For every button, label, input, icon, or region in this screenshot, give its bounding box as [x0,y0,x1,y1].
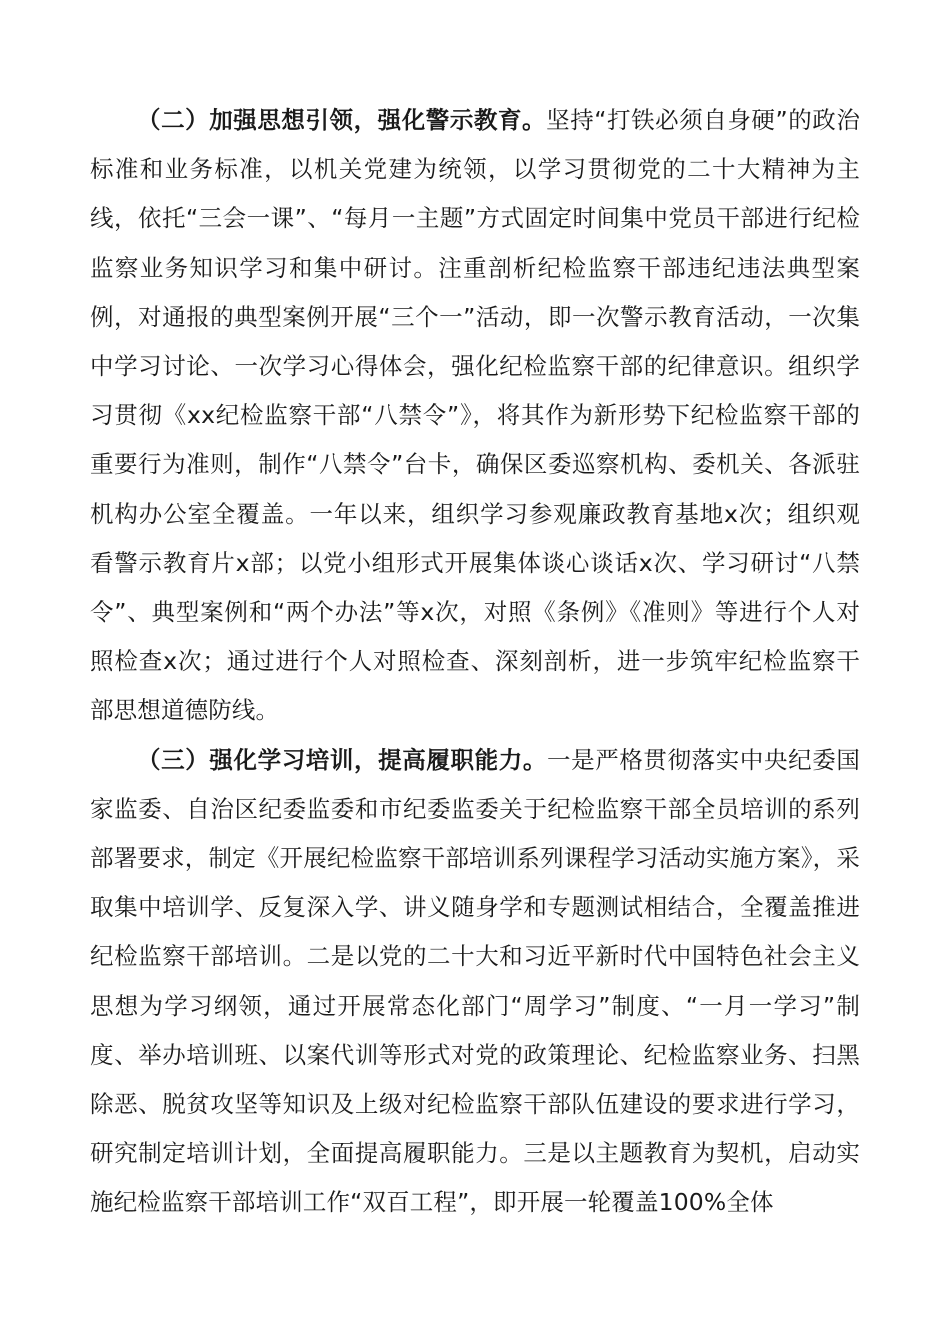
paragraph-body: 一是严格贯彻落实中央纪委国家监委、自治区纪委监委和市纪委监委关于纪检监察干部全员培训的系列部署要求，制定《开展纪检监察干部培训系列课程学习活动实施方案》，采取集中培训学、反复深入学、讲义随身学和专题测试相结合，全覆盖推进纪检监察干部培训。二是以党的二十大和习近平新时代中国特色社会主义思想为学习纲领，通过开展常态化部门“周学习”制度、“一月一学习”制度、举办培训班、以案代训等形式对党的政策理论、纪检监察业务、扫黑除恶、脱贫攻坚等知识及上级对纪检监察干部队伍建设的要求进行学习，研究制定培训计划，全面提高履职能力。三是以主题教育为契机，启动实施纪检监察干部培训工作“双百工程”，即开展一轮覆盖100%全体 [90,745,860,1217]
paragraph-thought-guidance [90,96,860,736]
paragraph-heading: （三）强化学习培训，提高履职能力。 [137,745,547,774]
paragraph-body: 坚持“打铁必须自身硬”的政治标准和业务标准，以机关党建为统领，以学习贯彻党的二十大精神为主线，依托“三会一课”、“每月一主题”方式固定时间集中党员干部进行纪检监察业务知识学习和集中研讨。注重剖析纪检监察干部违纪违法典型案例，对通报的典型案例开展“三个一”活动，即一次警示教育活动，一次集中学习讨论、一次学习心得体会，强化纪检监察干部的纪律意识。组织学习贯彻《xx纪检监察干部“八禁令”》，将其作为新形势下纪检监察干部的重要行为准则，制作“八禁令”台卡，确保区委巡察机构、委机关、各派驻机构办公室全覆盖。一年以来，组织学习参观廉政教育基地x次；组织观看警示教育片x部；以党小组形式开展集体谈心谈话x次、学习研讨“八禁令”、典型案例和“两个办法”等x次，对照《条例》《准则》等进行个人对照检查x次；通过进行个人对照检查、深刻剖析，进一步筑牢纪检监察干部思想道德防线。 [90,106,860,725]
document-body [90,96,860,1228]
paragraph-heading: （二）加强思想引领，强化警示教育。 [137,106,547,134]
paragraph-training [90,736,860,1228]
